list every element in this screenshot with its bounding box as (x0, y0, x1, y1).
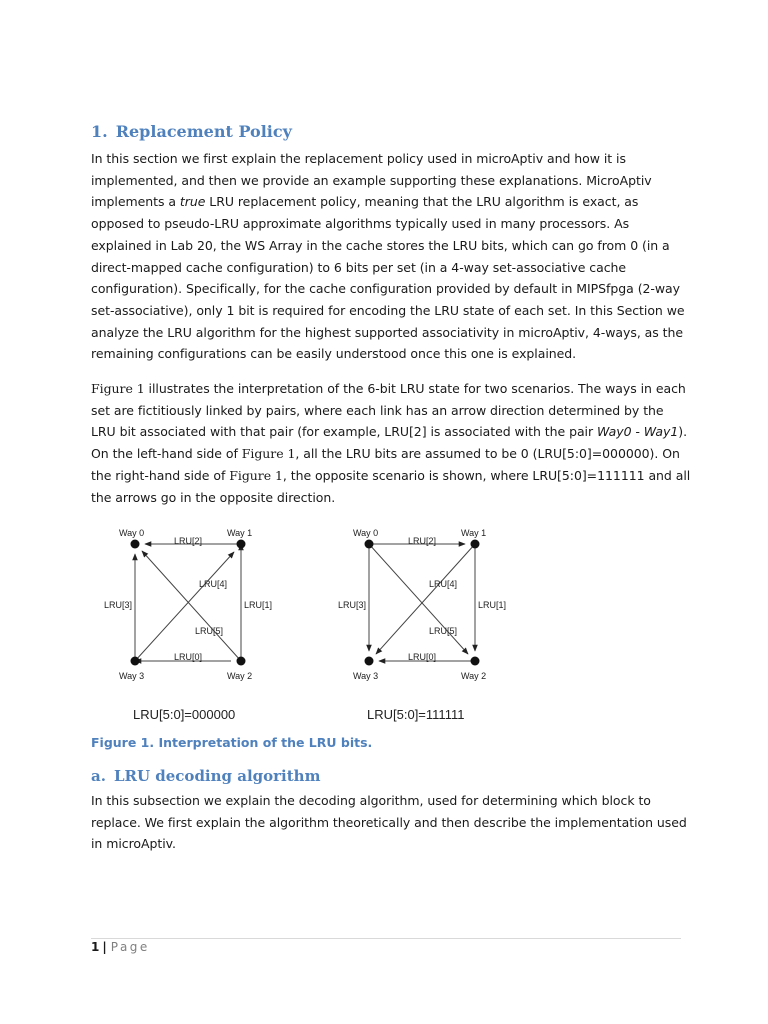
edge-lru5 (369, 544, 468, 654)
text-line: , all the LRU bits are assumed to be 0 (LRU[5:0]=000000). On (295, 446, 680, 462)
figure-lru-diagrams (104, 528, 611, 730)
page-footer (91, 940, 150, 954)
text-line: LRU bit associated with that pair (for example, LRU[2] is associated with the pair (91, 424, 597, 440)
way3-label: Way 3 (119, 671, 145, 681)
left-state-label: LRU[5:0]=000000 (133, 707, 236, 722)
subsection-title: LRU decoding algorithm (113, 767, 321, 785)
text-line: , the opposite scenario is shown, where LRU[5:0]=111111 and all (282, 467, 691, 483)
way0-label: Way 0 (119, 528, 145, 538)
way0-node (131, 540, 140, 549)
footer-divider (91, 938, 681, 939)
lru3-label: LRU[3] (104, 600, 133, 610)
lru0-label: LRU[0] (174, 652, 203, 662)
lru5-label: LRU[5] (429, 626, 458, 636)
text-line: In this section we first explain the replacement policy used in microAptiv and how it is (91, 151, 626, 166)
left-diagram (104, 528, 272, 722)
lru0-label: LRU[0] (408, 652, 437, 662)
lru1-label: LRU[1] (478, 600, 507, 610)
way3-node (365, 657, 374, 666)
text-line: set-associative), only 1 bit is required for encoding the LRU state of each set. In this Section we (91, 302, 685, 318)
text-line: LRU replacement policy, meaning that the LRU algorithm is exact, as (205, 194, 639, 210)
text-line: implemented, and then we provide an example supporting these explanations. MicroAptiv (91, 172, 652, 188)
text-line: explained in Lab 20, the WS Array in the cache stores the LRU bits, which can go from 0 (in a (91, 237, 670, 253)
way0-label: Way 0 (353, 528, 379, 538)
text-line: In this subsection we explain the decoding algorithm, used for determining which block to (91, 793, 651, 808)
way1-node (471, 540, 480, 549)
figure-reference: Figure 1 (91, 381, 145, 396)
right-diagram (338, 528, 506, 722)
lru-diagram-svg (104, 528, 611, 730)
right-state-label: LRU[5:0]=111111 (367, 707, 465, 722)
text-line: direct-mapped cache configuration) to 6 bits per set (in a 4-way set-associative cache (91, 259, 627, 275)
way2-label: Way 2 (227, 671, 253, 681)
section-number: 1. (91, 122, 108, 141)
subsection-heading (91, 767, 320, 785)
lru2-label: LRU[2] (174, 536, 203, 546)
way1-label: Way 1 (227, 528, 253, 538)
way2-node (237, 657, 246, 666)
way1-label: Way 1 (461, 528, 487, 538)
section-title: Replacement Policy (115, 122, 292, 141)
text-line: in microAptiv. (91, 836, 176, 852)
text-line: configuration). Specifically, for the cache configuration provided by default in MIPSfpga (2-way (91, 281, 681, 297)
paragraph-figure-explanation (91, 378, 691, 508)
way1-node (237, 540, 246, 549)
text-line: the arrows go in the opposite direction. (91, 489, 336, 505)
text-line: implements a (91, 194, 180, 210)
way2-node (471, 657, 480, 666)
text-line: the right-hand side of (91, 467, 230, 483)
figure-caption: Figure 1. Interpretation of the LRU bits. (91, 735, 373, 750)
emphasis-way-pair: Way0 - Way1 (597, 424, 679, 440)
edge-lru5 (142, 551, 241, 661)
lru2-label: LRU[2] (408, 536, 437, 546)
way3-label: Way 3 (353, 671, 379, 681)
text-line: set are fictitiously linked by pairs, where each link has an arrow direction determined by the (91, 402, 664, 418)
paragraph-replacement-policy (91, 148, 691, 365)
text-line: replace. We first explain the algorithm theoretically and then describe the implementation used (91, 814, 687, 830)
lru4-label: LRU[4] (199, 579, 228, 589)
page-number: 1 (91, 940, 100, 954)
paragraph-decoding (91, 790, 691, 855)
way0-node (365, 540, 374, 549)
lru5-label: LRU[5] (195, 626, 224, 636)
text-line: On the left-hand side of (91, 446, 242, 462)
text-line: analyze the LRU algorithm for the highest supported associativity in microAptiv, 4-ways, as the (91, 324, 684, 340)
emphasis-true: true (179, 194, 206, 210)
section-heading (91, 122, 691, 141)
footer-separator: | (102, 940, 107, 954)
way3-node (131, 657, 140, 666)
way2-label: Way 2 (461, 671, 487, 681)
figure-reference: Figure 1 (229, 467, 283, 483)
lru1-label: LRU[1] (244, 600, 273, 610)
edge-lru4 (135, 552, 234, 661)
lru3-label: LRU[3] (338, 600, 367, 610)
lru4-label: LRU[4] (429, 579, 458, 589)
text-line: remaining configurations can be easily understood once this one is explained. (91, 346, 577, 362)
figure-reference: Figure 1 (241, 446, 296, 462)
page-label: Page (110, 940, 150, 954)
subsection-number: a. (91, 767, 106, 785)
text-line: ). (678, 424, 688, 440)
edge-lru4 (376, 544, 475, 654)
text-line: illustrates the interpretation of the 6-bit LRU state for two scenarios. The ways in each (144, 381, 686, 396)
text-line: opposed to pseudo-LRU approximate algorithms typically used in many processors. As (91, 216, 630, 232)
